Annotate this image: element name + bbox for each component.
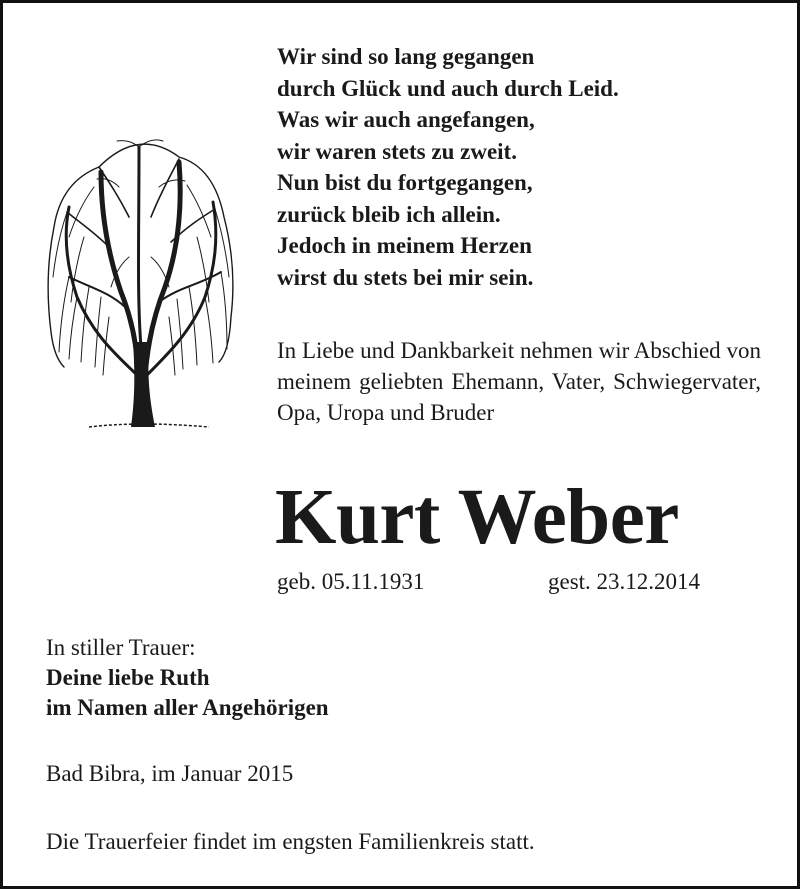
poem-line: Jedoch in meinem Herzen <box>277 233 532 258</box>
poem <box>277 41 619 293</box>
poem-line: Wir sind so lang gegangen <box>277 44 535 69</box>
birth-date: geb. 05.11.1931 <box>277 569 425 594</box>
farewell-text: In Liebe und Dankbarkeit nehmen wir Abschied von meinem geliebten Ehemann, Vater, Schwiegervater, Opa, Uropa und Bruder <box>277 338 761 425</box>
deceased-name: Kurt Weber <box>275 474 679 561</box>
place-date: Bad Bibra, im Januar 2015 <box>46 761 294 786</box>
death-date: gest. 23.12.2014 <box>548 569 701 594</box>
poem-line: Nun bist du fortgegangen, <box>277 170 533 195</box>
mourners-intro: In stiller Trauer: <box>46 635 196 660</box>
poem-line: durch Glück und auch durch Leid. <box>277 75 619 101</box>
tree-icon <box>39 127 239 437</box>
poem-line: zurück bleib ich allein. <box>277 201 501 227</box>
poem-line: wir waren stets zu zweit. <box>277 138 517 164</box>
mourners <box>46 633 329 723</box>
funeral-notice: Die Trauerfeier findet im engsten Familienkreis statt. <box>46 829 535 854</box>
mourners-family: im Namen aller Angehörigen <box>46 695 329 720</box>
poem-line: wirst du stets bei mir sein. <box>277 264 534 290</box>
mourner-name: Deine liebe Ruth <box>46 665 210 690</box>
poem-line: Was wir auch angefangen, <box>277 107 535 132</box>
